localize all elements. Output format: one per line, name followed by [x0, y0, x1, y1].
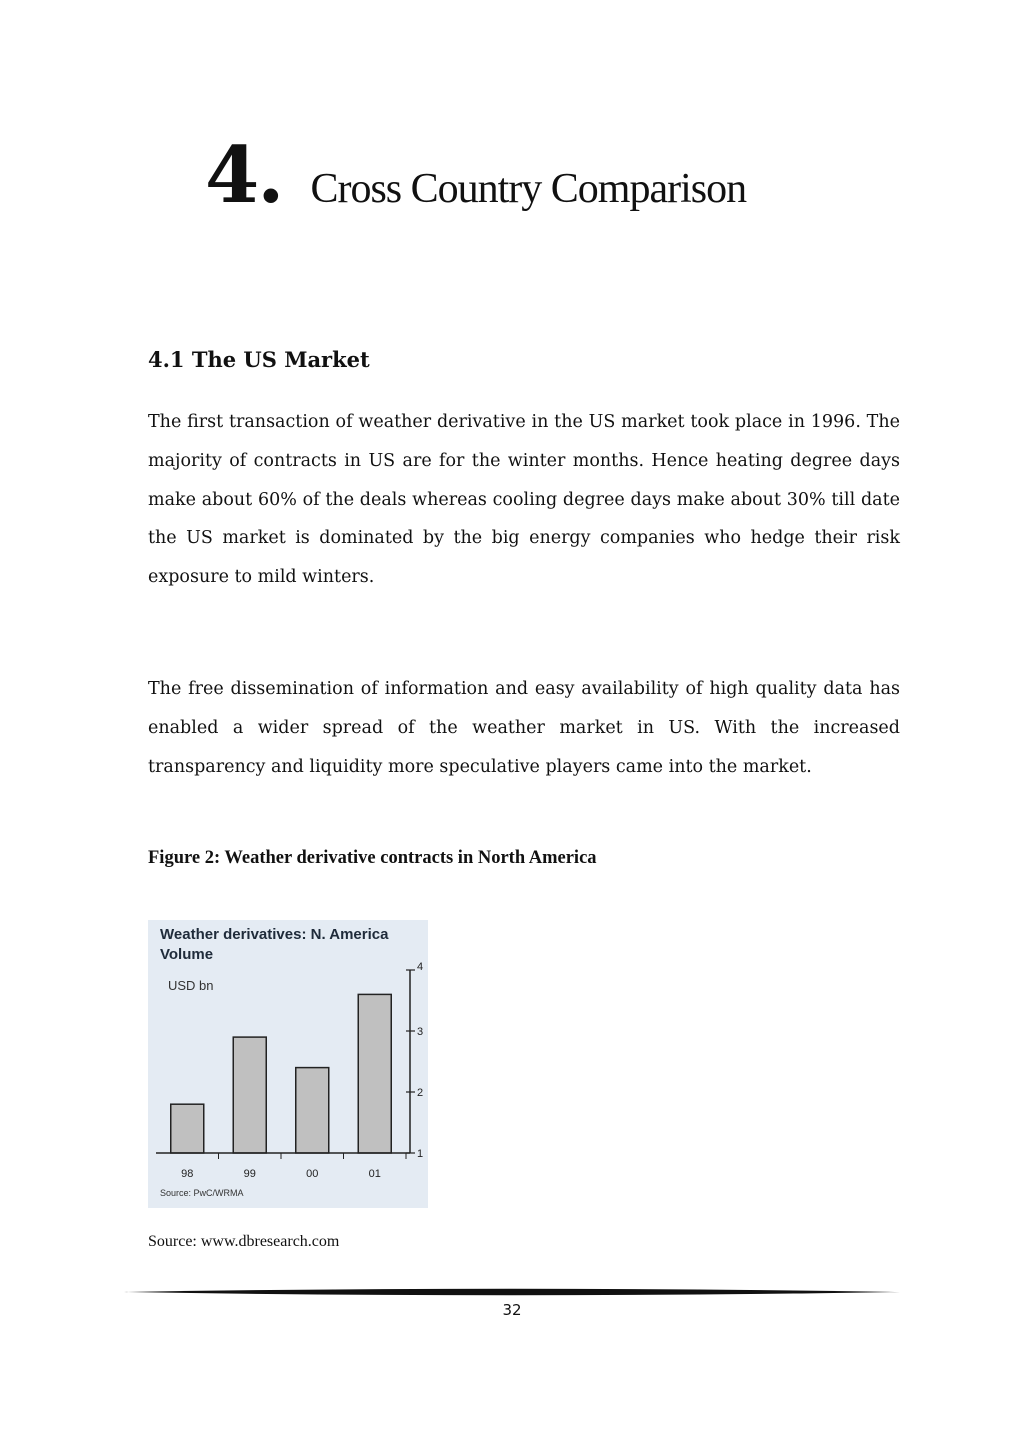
- bar-98: [171, 1104, 204, 1153]
- x-tick-label: 99: [243, 1168, 256, 1180]
- chart-source-note: Source: PwC/WRMA: [160, 1188, 244, 1198]
- y-tick-label: 2: [417, 1087, 424, 1099]
- bar-01: [358, 994, 391, 1153]
- page-number: 32: [502, 1301, 522, 1319]
- unit-label: USD bn: [168, 978, 214, 993]
- chart-title: Weather derivatives: N. America: [160, 926, 389, 943]
- chapter-title: Cross Country Comparison: [310, 166, 747, 212]
- bar-chart: [148, 920, 428, 1208]
- y-tick-label: 4: [417, 961, 424, 973]
- section-heading: 4.1 The US Market: [148, 347, 370, 372]
- paragraph-market-transparency: The free dissemination of information and easy availability of high quality data has enabled a wider spread of the weather market in US. With the increased transparency and liquidity more speculative players came into the market.: [148, 679, 900, 777]
- chapter-heading: [205, 130, 746, 230]
- bar-00: [296, 1068, 329, 1153]
- chart-canvas: [148, 920, 428, 1208]
- chart-subtitle: Volume: [160, 946, 214, 963]
- figure-source: Source: www.dbresearch.com: [148, 1233, 340, 1250]
- y-tick-label: 1: [417, 1148, 424, 1160]
- figure-caption: Figure 2: Weather derivative contracts in North America: [148, 848, 597, 868]
- x-tick-label: 98: [181, 1168, 194, 1180]
- y-tick-label: 3: [417, 1026, 424, 1038]
- x-tick-label: 01: [368, 1168, 381, 1180]
- chapter-number: 4.: [205, 130, 283, 221]
- x-tick-label: 00: [306, 1168, 319, 1180]
- footer-divider: [124, 1285, 900, 1299]
- paragraph-us-market-history: The first transaction of weather derivative in the US market took place in 1996. The majority of contracts in US are for the winter months. Hence heating degree days make about 60% of the deals whereas cooling degree days make about 30% till date the US market is dominated by the big energy companies who hedge their risk exposure to mild winters.: [148, 412, 900, 588]
- bar-99: [233, 1037, 266, 1153]
